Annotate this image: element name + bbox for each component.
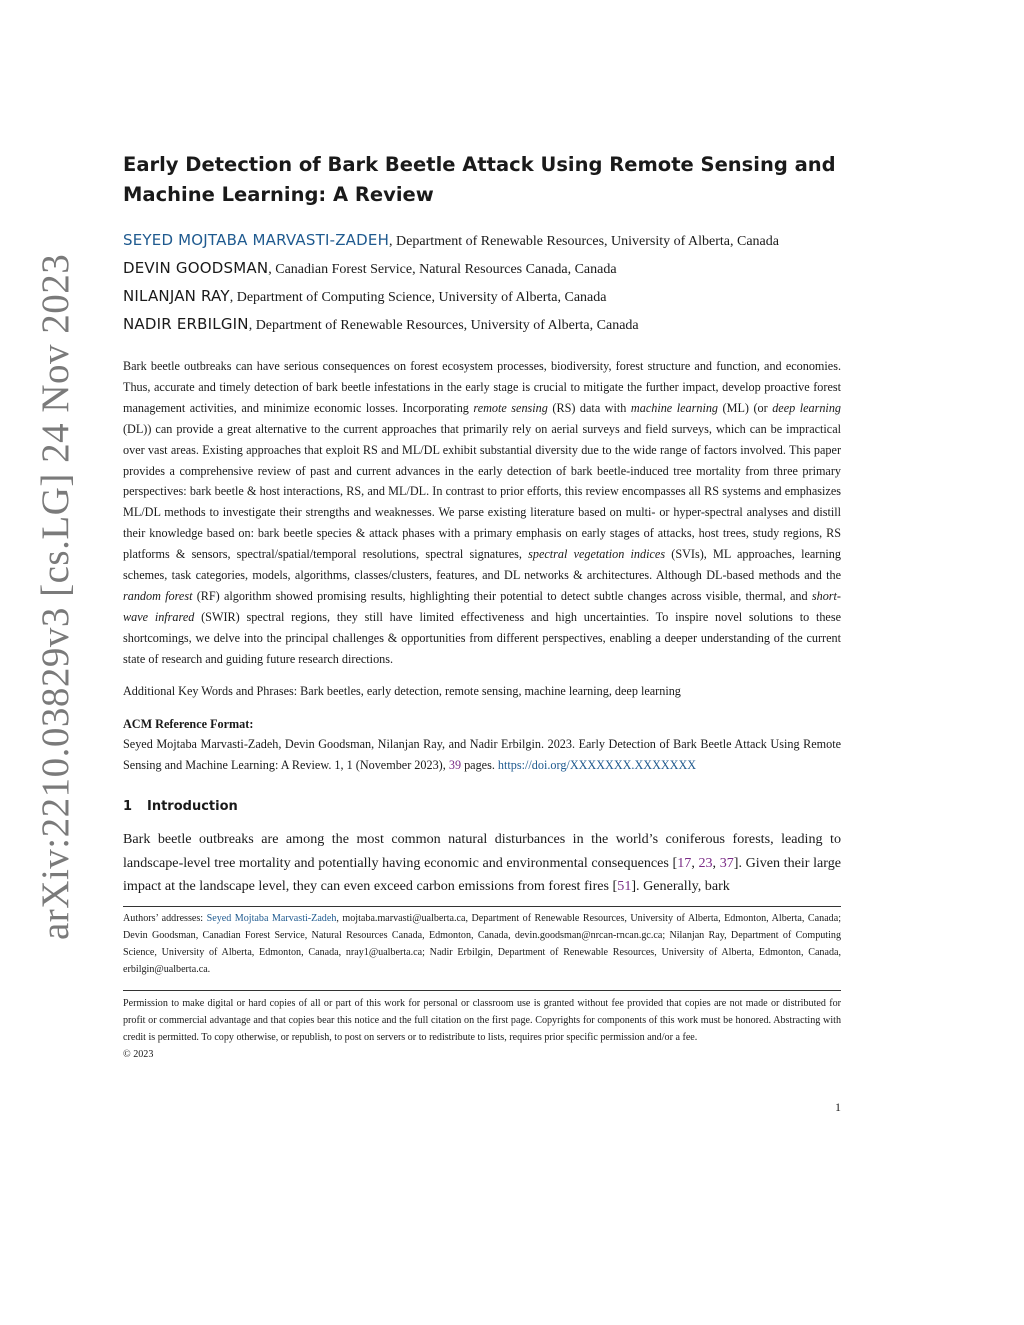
abstract-text: (SVIs), ML approaches, learning schemes, task categories, models, algorithms, classes/clusters, features, and DL networks & architectures. Although DL-based methods and the bbox=[123, 547, 841, 583]
section-title: Introduction bbox=[147, 799, 238, 815]
intro-text: ]. Given their large impact at the landscape level, they can even exceed carbon emissions from forest fires [ bbox=[123, 854, 842, 895]
author-affiliation: Department of Renewable Resources, University of Alberta, Canada bbox=[255, 318, 639, 333]
author-affiliation: Canadian Forest Service, Natural Resources Canada, Canada bbox=[275, 262, 617, 277]
author-affiliation: Department of Computing Science, University of Alberta, Canada bbox=[236, 290, 607, 305]
arxiv-identifier-stamp: arXiv:2210.03829v3 [cs.LG] 24 Nov 2023 bbox=[34, 253, 77, 940]
abstract-text: Bark beetle outbreaks can have serious consequences on forest ecosystem processes, biodiversity, forest structure and function, and economies. Thus, accurate and timely detection of bark beetle infestations in the early stage is crucial to mitigate the further impact, develop proactive forest management activities, and minimize economic losses. Incorporating bbox=[123, 359, 841, 415]
acm-reference-format bbox=[123, 714, 841, 777]
page-number: 1 bbox=[835, 1100, 841, 1114]
abstract-text: (DL)) can provide a great alternative to the current approaches that primarily rely on aerial surveys and field surveys, which can be impractical over vast areas. Existing approaches that exploit RS and ML/DL exhibit substantial diversity due to the wide range of factors involved. This paper provides a comprehensive review of past and current advances in the early detection of bark beetle-induced tree mortality from three primary perspectives: bark beetle & host interactions, RS, and ML/DL. In contrast to prior efforts, this review encompasses all RS systems and emphasizes ML/DL methods to investigate their strengths and weaknesses. We parse existing literature based on multi- or hyper-spectral analyses and distill their knowledge based on: bark beetle species & attack phases with a primary emphasis on early stages of attacks, host trees, study regions, RS platforms & sensors, spectral/spatial/temporal resolutions, spectral signatures, bbox=[123, 421, 841, 562]
footnote-lead: Authors’ addresses: bbox=[123, 913, 207, 925]
paper-title: Early Detection of Bark Beetle Attack Using Remote Sensing and Machine Learning: A Review bbox=[123, 153, 836, 206]
abstract-term: spectral vegetation indices bbox=[528, 547, 666, 562]
permission-text: Permission to make digital or hard copies of all or part of this work for personal or classroom use is granted without fee provided that copies are not made or distributed for profit or commercial advantage and that copies bear this notice and the full citation on the first page. Copyrights for components of this work must be honored. Abstracting with credit is permitted. To copy otherwise, or republish, to post on servers or to redistribute to lists, requires prior specific permission and/or a fee. bbox=[123, 998, 841, 1044]
author-entry: DEVIN GOODSMAN, Canadian Forest Service, Natural Resources Canada, Canada bbox=[123, 259, 617, 277]
abstract-text: (RS) data with bbox=[547, 400, 631, 415]
intro-text: ]. Generally, bark bbox=[631, 878, 730, 895]
abstract-term: short-wave infrared bbox=[123, 588, 841, 624]
abstract-term: machine learning bbox=[630, 400, 719, 415]
acm-reference-citation: Seyed Mojtaba Marvasti-Zadeh, Devin Goodsman, Nilanjan Ray, and Nadir Erbilgin. 2023. Early Detection of Bark Beetle Attack Using Remote Sensing and Machine Learning: A Review. 1, 1 (November 2023), bbox=[123, 737, 841, 773]
keywords: Additional Key Words and Phrases: Bark beetles, early detection, remote sensing, machine learning, deep learning bbox=[123, 683, 681, 698]
permission-notice bbox=[123, 995, 841, 1046]
acm-reference-heading: ACM Reference Format: bbox=[123, 716, 254, 731]
footnote-text: , mojtaba.marvasti@ualberta.ca, Department of Renewable Resources, University of Alberta, Edmonton, Alberta, Canada; Devin Goodsman, Canadian Forest Service, Natural Resources Canada, Edmonton, Canada, devin.goodsman@nrcan-rncan.gc.ca; Nilanjan Ray, Department of Computing Science, University of Alberta, Edmonton, Canada, nray1@ualberta.ca; Nadir Erbilgin, Department of Renewable Resources, University of Alberta, Edmonton, Canada, erbilgin@ualberta.ca. bbox=[123, 913, 841, 976]
abstract-term: remote sensing bbox=[473, 400, 548, 415]
abstract-text: (SWIR) spectral regions, they still have limited effectiveness and high uncertainties. To inspire novel solutions to these shortcomings, we delve into the principal challenges & opportunities from different perspectives, enabling a deeper understanding of the current state of research and guiding future research directions. bbox=[123, 609, 841, 666]
abstract-term: deep learning bbox=[772, 400, 842, 415]
author-list bbox=[123, 227, 841, 339]
author-affiliation: Department of Renewable Resources, University of Alberta, Canada bbox=[396, 234, 779, 249]
section-heading-introduction bbox=[123, 797, 841, 817]
copyright-notice: © 2023 bbox=[123, 1049, 154, 1061]
page-count-link[interactable]: 39 bbox=[448, 758, 462, 773]
section-number: 1 bbox=[123, 799, 133, 815]
abstract bbox=[123, 356, 841, 670]
permission-divider bbox=[123, 990, 841, 991]
author-entry: SEYED MOJTABA MARVASTI-ZADEH, Department of Renewable Resources, University of Alberta, Canada bbox=[123, 231, 779, 249]
author-name: NADIR ERBILGIN bbox=[123, 315, 249, 333]
introduction-paragraph: Bark beetle outbreaks are among the most common natural disturbances in the world’s coniferous forests, leading to landscape-level tree mortality and potentially having economic and environmental consequences [17, 23, 37]. Given their large impact at the landscape level, they can even exceed carbon emissions from forest fires [51]. Generally, bark bbox=[123, 831, 842, 895]
footnote-divider bbox=[123, 906, 841, 907]
author-name: DEVIN GOODSMAN bbox=[123, 259, 269, 277]
abstract-text: (ML) (or bbox=[718, 400, 773, 415]
acm-reference-text bbox=[123, 734, 841, 776]
citation-link[interactable]: 23 bbox=[698, 854, 713, 871]
author-address-link[interactable]: Seyed Mojtaba Marvasti-Zadeh bbox=[206, 913, 337, 925]
author-name: NILANJAN RAY bbox=[123, 287, 230, 305]
author-entry: NADIR ERBILGIN, Department of Renewable Resources, University of Alberta, Canada bbox=[123, 315, 639, 333]
abstract-text: (RF) algorithm showed promising results, highlighting their potential to detect subtle changes across visible, thermal, and bbox=[192, 588, 812, 603]
author-entry: NILANJAN RAY, Department of Computing Science, University of Alberta, Canada bbox=[123, 287, 607, 305]
citation-link[interactable]: 17 bbox=[677, 854, 692, 871]
citation-link[interactable]: 51 bbox=[617, 878, 632, 895]
author-name-link[interactable]: SEYED MOJTABA MARVASTI-ZADEH bbox=[123, 231, 390, 249]
citation-link[interactable]: 37 bbox=[719, 854, 734, 871]
paper-first-page bbox=[123, 150, 841, 1063]
intro-text: Bark beetle outbreaks are among the most common natural disturbances in the world’s coniferous forests, leading to landscape-level tree mortality and potentially having economic and environmental consequences [ bbox=[123, 831, 841, 871]
acm-pages-label: pages. bbox=[461, 758, 498, 773]
doi-link[interactable]: https://doi.org/XXXXXXX.XXXXXXX bbox=[497, 758, 697, 773]
abstract-term: random forest bbox=[123, 588, 193, 603]
authors-addresses-footnote bbox=[123, 910, 841, 978]
